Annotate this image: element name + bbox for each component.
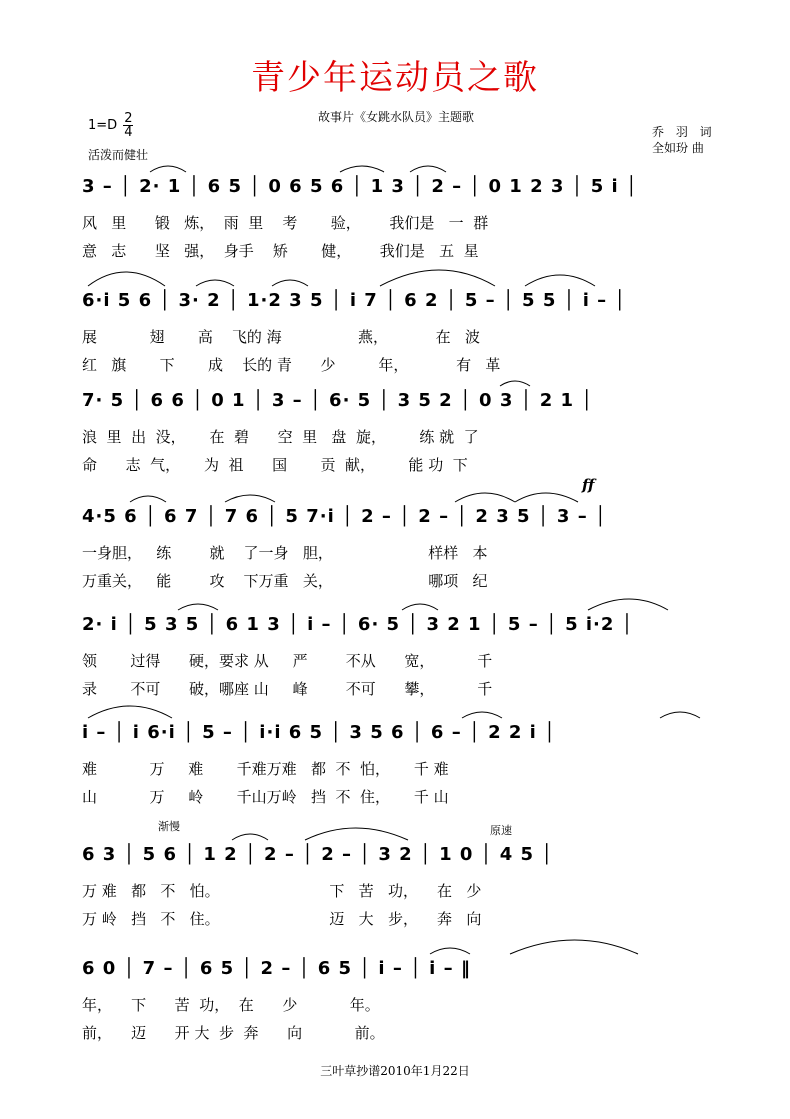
score-system-4 <box>0 476 790 616</box>
lyric-verse-2: 意 志 坚 强， 身手 矫 健， 我们是 五 星 <box>82 242 479 260</box>
lyric-verse-2: 前， 迈 开 大 步 奔 向 前。 <box>82 1024 385 1042</box>
lyric-verse-1: 领 过得 硬，要求 从 严 不从 宽， 千 <box>82 652 493 670</box>
notation-line: 6 0 │ 7 – │ 6 5 │ 2 – │ 6 5 │ i – │ i – ‖ <box>82 958 471 979</box>
a-tempo-mark: 原速 <box>490 824 512 837</box>
composer: 全如玢 曲 <box>652 141 704 155</box>
slur <box>410 166 446 172</box>
ritardando-mark: 渐慢 <box>158 820 180 833</box>
time-bottom: 4 <box>124 125 133 140</box>
time-signature <box>123 112 133 139</box>
lyric-verse-1: 浪 里 出 没， 在 碧 空 里 盘 旋， 练 就 了 <box>82 428 479 446</box>
lyric-verse-1: 一身胆， 练 就 了一身 胆， 样样 本 <box>82 544 488 562</box>
dynamic-ff: ff <box>582 476 595 494</box>
notation-line: 2· i │ 5 3 5 │ 6 1 3 │ i – │ 6· 5 │ 3 2 1 │ 5 – │ 5 i·2 │ <box>82 614 634 635</box>
slur <box>232 834 268 840</box>
lyric-verse-1: 展 翅 高 飞的 海 燕， 在 波 <box>82 328 480 346</box>
lyric-verse-2: 录 不可 破，哪座 山 峰 不可 攀， 千 <box>82 680 493 698</box>
lyric-verse-2: 万重关， 能 攻 下万重 关， 哪项 纪 <box>82 572 488 590</box>
song-title: 青少年运动员之歌 <box>251 58 539 98</box>
lyricist: 乔 羽 词 <box>652 125 716 139</box>
score-system-7 <box>0 820 790 954</box>
lyric-verse-2: 红 旗 下 成 长的 青 少 年， 有 革 <box>82 356 501 374</box>
slur <box>150 166 186 172</box>
lyric-verse-2: 山 万 岭 千山万岭 挡 不 住， 千 山 <box>82 788 449 806</box>
notation-line: 6·i 5 6 │ 3· 2 │ 1·2 3 5 │ i 7 │ 6 2 │ 5 – │ 5 5 │ i – │ <box>82 290 627 311</box>
lyric-verse-1: 年， 下 苦 功， 在 少 年。 <box>82 996 380 1014</box>
key-signature <box>88 112 133 139</box>
notation-line: 3 – │ 2· 1 │ 6 5 │ 0 6 5 6 │ 1 3 │ 2 – │ 0 1 2 3 │ 5 i │ <box>82 176 638 197</box>
notation-line: 6 3 │ 5 6 │ 1 2 │ 2 – │ 2 – │ 3 2 │ 1 0 │ 4 5 │ <box>82 844 554 865</box>
lyric-verse-1: 风 里 锻 炼， 雨 里 考 验， 我们是 一 群 <box>82 214 489 232</box>
score-system-6 <box>0 722 790 832</box>
score-system-2 <box>0 290 790 400</box>
notation-line: i – │ i 6·i │ 5 – │ i·i 6 5 │ 3 5 6 │ 6 – │ 2 2 i │ <box>82 722 556 743</box>
tempo-marking: 活泼而健壮 <box>88 148 149 162</box>
score-system-8 <box>0 958 790 1068</box>
subtitle: 故事片《女跳水队员》主题歌 <box>318 110 475 124</box>
key-label: 1=D <box>88 118 118 133</box>
score-system-1 <box>0 176 790 286</box>
notation-line: 4·5 6 │ 6 7 │ 7 6 │ 5 7·i │ 2 – │ 2 – │ 2 3 5 │ 3 – │ <box>82 506 607 527</box>
slur <box>340 166 384 172</box>
notation-line: 7· 5 │ 6 6 │ 0 1 │ 3 – │ 6· 5 │ 3 5 2 │ 0 3 │ 2 1 │ <box>82 390 594 411</box>
score-system-3 <box>0 390 790 500</box>
time-top: 2 <box>124 111 133 126</box>
transcriber-footer: 三叶草抄谱2010年1月22日 <box>320 1064 470 1078</box>
lyric-verse-1: 万 难 都 不 怕。 下 苦 功， 在 少 <box>82 882 482 900</box>
lyric-verse-2: 命 志 气， 为 祖 国 贡 献， 能 功 下 <box>82 456 468 474</box>
lyric-verse-1: 难 万 难 千难万难 都 不 怕， 千 难 <box>82 760 449 778</box>
score-system-5 <box>0 614 790 724</box>
lyric-verse-2: 万 岭 挡 不 住。 迈 大 步， 奔 向 <box>82 910 482 928</box>
